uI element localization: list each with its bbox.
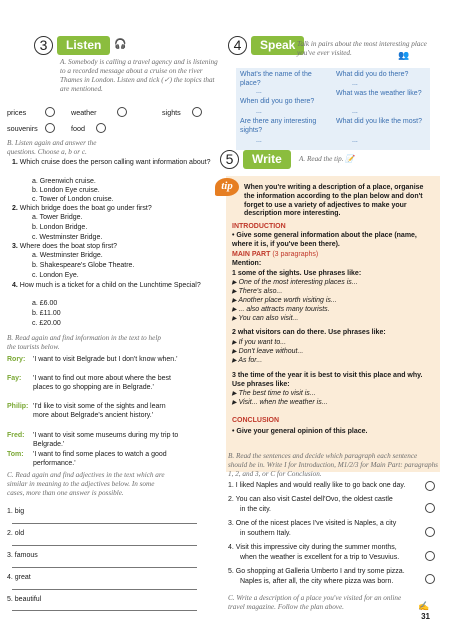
tourist-philip: Philip: 'I'd like to visit some of the sights and learn more about Belgrade's ancient history.' xyxy=(7,403,166,419)
write-header xyxy=(220,150,291,169)
sentence: 5. Go shopping at Galleria Umberto I and try some pizza. xyxy=(228,568,405,575)
option[interactable]: a. £6.00 xyxy=(32,300,58,307)
topic-prices: prices xyxy=(7,108,27,117)
phrase: ▶ One of the most interesting places is... xyxy=(232,279,358,286)
writing-icon: ✍ xyxy=(418,601,430,611)
adjective-item: 4. great xyxy=(7,574,31,581)
sentence: 4. Visit this impressive city during the summer months, xyxy=(228,544,397,551)
adjective-item: 1. big xyxy=(7,508,25,515)
sentence: in the city. xyxy=(240,506,271,513)
introduction-heading: INTRODUCTION xyxy=(232,223,286,230)
tip-badge: tip xyxy=(215,178,239,196)
phrase: ▶ ... also attracts many tourists. xyxy=(232,306,330,313)
section-title: Write xyxy=(243,150,291,169)
prompt-dots: ... xyxy=(256,108,262,115)
question-2: 2. Which bridge does the boat go under first? xyxy=(12,205,152,212)
phrase: ▶ As for... xyxy=(232,357,263,364)
sentence: when the weather is excellent for a trip to Vesuvius. xyxy=(240,554,400,561)
prompt-dots: ... xyxy=(352,80,358,87)
write-instruction-a: A. Read the tip. 📝 xyxy=(299,155,355,163)
phrase: ▶ Don't leave without... xyxy=(232,348,304,355)
phrase: ▶ There's also... xyxy=(232,288,283,295)
mention-label: Mention: xyxy=(232,260,262,267)
answer-line[interactable] xyxy=(12,567,197,568)
topic-sights: sights xyxy=(162,108,181,117)
prompt-dots: ... xyxy=(352,137,358,144)
section-number: 5 xyxy=(220,150,239,169)
read-instruction-c: C. Read again and find adjectives in the text which are similar in meaning to the adjectives below. In some cases, more than one answer is possible. xyxy=(7,471,165,497)
prompt: What did you like the most? xyxy=(336,118,422,125)
tourist-fred: Fred: 'I want to visit some museums during my trip to Belgrade.' xyxy=(7,432,179,448)
option[interactable]: a. Westminster Bridge. xyxy=(32,252,103,259)
sentence: 3. One of the nicest places I've visited is Naples, a city xyxy=(228,520,397,527)
answer-circle[interactable] xyxy=(425,574,435,584)
option[interactable]: b. London Eye cruise. xyxy=(32,187,100,194)
page-number: 31 xyxy=(421,612,430,621)
option[interactable]: c. London Eye. xyxy=(32,272,79,279)
option[interactable]: a. Tower Bridge. xyxy=(32,214,83,221)
tourist-tom: Tom: 'I want to find some places to watch a good performance.' xyxy=(7,451,167,467)
prompt: What's the name of the place? xyxy=(240,71,312,87)
sentence: in southern Italy. xyxy=(240,530,291,537)
answer-line[interactable] xyxy=(12,523,197,524)
tourist-rory: Rory: 'I want to visit Belgrade but I don't know when.' xyxy=(7,356,178,363)
speak-header xyxy=(228,36,304,55)
pair-work-icon: 👥 xyxy=(398,50,410,60)
topic-food-checkbox[interactable] xyxy=(96,123,106,133)
conclusion-heading: CONCLUSION xyxy=(232,417,280,424)
prompt-dots: ... xyxy=(256,137,262,144)
option[interactable]: b. £11.00 xyxy=(32,310,61,317)
phrase: ▶ You can also visit... xyxy=(232,315,299,322)
sentence: 1. I liked Naples and would really like to go back one day. xyxy=(228,482,406,489)
section-title: Listen xyxy=(57,36,110,55)
option[interactable]: b. London Bridge. xyxy=(32,224,88,231)
question-4: 4. How much is a ticket for a child on the Lunchtime Special? xyxy=(12,282,201,289)
answer-circle[interactable] xyxy=(425,481,435,491)
sentence: 2. You can also visit Castel dell'Ovo, the oldest castle xyxy=(228,496,393,503)
paragraph-3: 3 the time of the year it is best to visit this place and why. Use phrases like: xyxy=(232,372,423,388)
answer-circle[interactable] xyxy=(425,527,435,537)
prompt: When did you go there? xyxy=(240,98,315,105)
question-1: 1. Which cruise does the person calling want information about? xyxy=(12,159,211,166)
prompt-dots: ... xyxy=(256,88,262,95)
tourist-fay: Fay: 'I want to find out more about where the best places to go shopping are in Belgrade.' xyxy=(7,375,171,391)
adjective-item: 5. beautiful xyxy=(7,596,42,603)
phrase: ▶ If you want to... xyxy=(232,339,287,346)
adjective-item: 2. old xyxy=(7,530,25,537)
topic-prices-checkbox[interactable] xyxy=(45,107,55,117)
read-instruction-b: B. Read again and find information in the text to help the tourists below. xyxy=(7,334,161,351)
phrase: ▶ The best time to visit is... xyxy=(232,390,316,397)
paragraph-1: 1 some of the sights. Use phrases like: xyxy=(232,270,362,277)
prompt: What was the weather like? xyxy=(336,90,422,97)
tip-intro: When you're writing a description of a place, organise the information according to the plan below and don't forget to use a variety of adjectives to make your description more interesting. xyxy=(244,184,424,218)
listen-header xyxy=(34,36,127,55)
speak-prompts xyxy=(236,68,430,150)
prompt: What did you do there? xyxy=(336,71,409,78)
answer-line[interactable] xyxy=(12,545,197,546)
option[interactable]: a. Greenwich cruise. xyxy=(32,178,96,185)
topic-souvenirs: souvenirs xyxy=(7,124,38,133)
answer-line[interactable] xyxy=(12,610,197,611)
conclusion-bullet: • Give your general opinion of this place. xyxy=(232,428,368,435)
prompt: Are there any interesting sights? xyxy=(240,118,317,134)
speak-instruction: Talk in pairs about the most interesting place you've ever visited. xyxy=(297,40,427,57)
topic-souvenirs-checkbox[interactable] xyxy=(45,123,55,133)
phrase: ▶ Another place worth visiting is... xyxy=(232,297,337,304)
question-3: 3. Where does the boat stop first? xyxy=(12,243,118,250)
adjective-item: 3. famous xyxy=(7,552,38,559)
notepad-icon: 📝 xyxy=(345,155,355,163)
topic-food: food xyxy=(71,124,85,133)
topic-weather: weather xyxy=(71,108,97,117)
sentence: Naples is, after all, the city where pizza was born. xyxy=(240,578,394,585)
section-number: 3 xyxy=(34,36,53,55)
headphones-icon: 🎧 xyxy=(114,39,127,51)
option[interactable]: c. Westminster Bridge. xyxy=(32,234,103,241)
option[interactable]: b. Shakespeare's Globe Theatre. xyxy=(32,262,135,269)
main-part-heading: MAIN PART (3 paragraphs) xyxy=(232,251,319,258)
section-number: 4 xyxy=(228,36,247,55)
answer-line[interactable] xyxy=(12,589,197,590)
listen-instruction-b: B. Listen again and answer the questions. Choose a, b or c. xyxy=(7,139,97,156)
write-instruction-c: C. Write a description of a place you've visited for an online travel magazine. Follow the plan above. xyxy=(228,594,402,611)
section-title: Speak xyxy=(251,36,304,55)
listen-instruction-a: A. Somebody is calling a travel agency and is listening to a recorded message about a cruise on the river Thames in London. Listen and tick (✓) the topics that are mentioned. xyxy=(60,58,218,93)
answer-circle[interactable] xyxy=(425,503,435,513)
answer-circle[interactable] xyxy=(425,551,435,561)
paragraph-2: 2 what visitors can do there. Use phrases like: xyxy=(232,329,386,336)
write-instruction-b: B. Read the sentences and decide which paragraph each sentence should be in. Write I for Introduction, M1/2/3 for Main Part: paragraphs 1, 2, and 3, or C for Conclusion. xyxy=(228,452,438,478)
prompt-dots: ... xyxy=(352,108,358,115)
topic-sights-checkbox[interactable] xyxy=(192,107,202,117)
phrase: ▶ Visit... when the weather is... xyxy=(232,399,328,406)
topic-weather-checkbox[interactable] xyxy=(117,107,127,117)
option[interactable]: c. £20.00 xyxy=(32,320,61,327)
introduction-bullet: • Give some general information about the place (name, where it is, if you've been there). xyxy=(232,232,417,248)
option[interactable]: c. Tower of London cruise. xyxy=(32,196,114,203)
